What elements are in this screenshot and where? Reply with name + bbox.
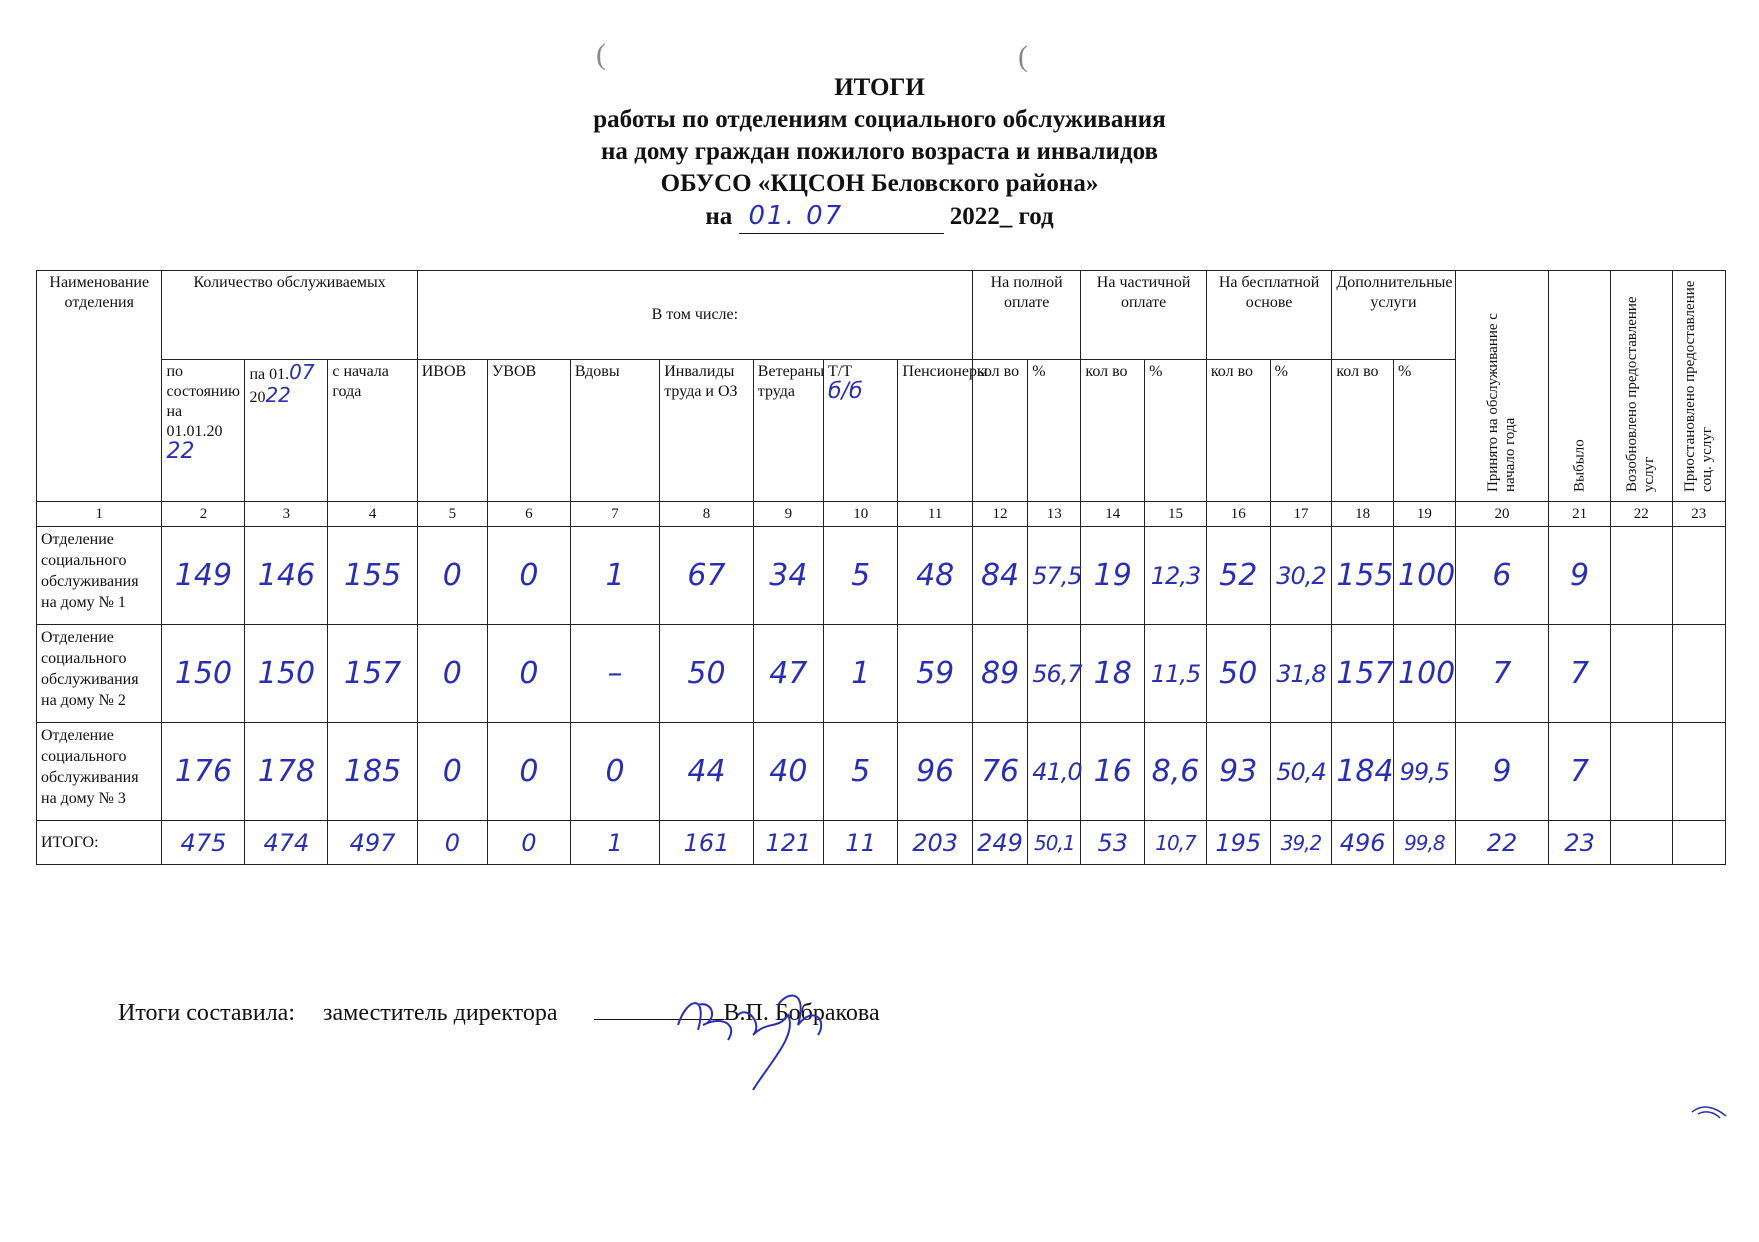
- cell-col-10: 5: [823, 723, 897, 821]
- cell-col-19: 100: [1394, 527, 1456, 625]
- department-name: Отделение социального обслуживания на дому № 3: [37, 723, 162, 821]
- handwritten-signature: [668, 985, 868, 1095]
- column-number-3: 3: [245, 502, 328, 527]
- cell-col-8: 44: [660, 723, 754, 821]
- cell-col-14: 18: [1081, 625, 1145, 723]
- cell-col-22: [1610, 723, 1672, 821]
- column-number-2: 2: [162, 502, 245, 527]
- cell-col-4: 497: [328, 821, 417, 865]
- cell-col-13: 50,1: [1028, 821, 1081, 865]
- header-count-group: Количество обслуживаемых: [162, 271, 417, 360]
- cell-col-18: 157: [1332, 625, 1394, 723]
- header-including: В том числе:: [417, 271, 972, 360]
- cell-col-20: 7: [1455, 625, 1549, 723]
- cell-col-5: 0: [417, 625, 487, 723]
- cell-col-8: 50: [660, 625, 754, 723]
- header-name: Наименование отделения: [37, 271, 162, 502]
- column-number-22: 22: [1610, 502, 1672, 527]
- cell-col-21: 7: [1549, 723, 1611, 821]
- header-pct-17: %: [1270, 359, 1332, 501]
- cell-col-11: 48: [898, 527, 972, 625]
- column-number-10: 10: [823, 502, 897, 527]
- footer-label: Итоги составила:: [118, 1000, 295, 1026]
- cell-col-7: 1: [570, 821, 659, 865]
- cell-col-22: [1610, 527, 1672, 625]
- cell-col-12: 84: [972, 527, 1027, 625]
- cell-col-6: 0: [487, 625, 570, 723]
- header-pct-15: %: [1145, 359, 1207, 501]
- header-accepted: Принято на обслуживание с начало года: [1455, 271, 1549, 502]
- header-kol-16: кол во: [1206, 359, 1270, 501]
- cell-col-8: 161: [660, 821, 754, 865]
- cell-col-7: 0: [570, 723, 659, 821]
- cell-col-5: 0: [417, 821, 487, 865]
- cell-col-5: 0: [417, 527, 487, 625]
- title-line-1: ИТОГИ: [834, 74, 925, 101]
- cell-col-16: 93: [1206, 723, 1270, 821]
- scan-mark-right: (: [1018, 40, 1028, 73]
- cell-col-19: 99,8: [1394, 821, 1456, 865]
- cell-col-20: 9: [1455, 723, 1549, 821]
- cell-col-9: 121: [753, 821, 823, 865]
- total-label: ИТОГО:: [37, 821, 162, 865]
- header-resumed: Возобновлено предоставление услуг: [1610, 271, 1672, 502]
- table-row: [37, 723, 1726, 821]
- header-tt-hw: б/б: [827, 378, 863, 404]
- document-title: [0, 72, 1759, 234]
- column-number-6: 6: [487, 502, 570, 527]
- cell-col-21: 9: [1549, 527, 1611, 625]
- cell-col-11: 96: [898, 723, 972, 821]
- department-name: Отделение социального обслуживания на дому № 2: [37, 625, 162, 723]
- cell-col-17: 50,4: [1270, 723, 1332, 821]
- column-number-4: 4: [328, 502, 417, 527]
- column-number-20: 20: [1455, 502, 1549, 527]
- column-number-11: 11: [898, 502, 972, 527]
- column-number-21: 21: [1549, 502, 1611, 527]
- header-left: Выбыло: [1549, 271, 1611, 502]
- column-number-17: 17: [1270, 502, 1332, 527]
- cell-col-2: 149: [162, 527, 245, 625]
- cell-col-19: 99,5: [1394, 723, 1456, 821]
- cell-col-10: 11: [823, 821, 897, 865]
- cell-col-5: 0: [417, 723, 487, 821]
- cell-col-23: [1672, 527, 1725, 625]
- cell-col-13: 41,0: [1028, 723, 1081, 821]
- cell-col-6: 0: [487, 821, 570, 865]
- column-number-18: 18: [1332, 502, 1394, 527]
- header-full-pay: На полной оплате: [972, 271, 1080, 360]
- header-partial-pay: На частичной оплате: [1081, 271, 1206, 360]
- cell-col-18: 155: [1332, 527, 1394, 625]
- cell-col-11: 203: [898, 821, 972, 865]
- cell-col-3: 178: [245, 723, 328, 821]
- column-number-15: 15: [1145, 502, 1207, 527]
- date-handwritten: 01. 07: [748, 201, 844, 231]
- cell-col-10: 1: [823, 625, 897, 723]
- cell-col-7: –: [570, 625, 659, 723]
- cell-col-21: 7: [1549, 625, 1611, 723]
- cell-col-21: 23: [1549, 821, 1611, 865]
- header-free: На бесплатной основе: [1206, 271, 1331, 360]
- date-blank: [739, 200, 944, 234]
- cell-col-22: [1610, 821, 1672, 865]
- cell-col-4: 185: [328, 723, 417, 821]
- cell-col-15: 10,7: [1145, 821, 1207, 865]
- cell-col-2: 475: [162, 821, 245, 865]
- header-count-date: па 01.07 2022: [245, 359, 328, 501]
- cell-col-23: [1672, 625, 1725, 723]
- table-body: [37, 527, 1726, 865]
- total-row: [37, 821, 1726, 865]
- cell-col-23: [1672, 821, 1725, 865]
- cell-col-12: 249: [972, 821, 1027, 865]
- header-uvov: УВОВ: [487, 359, 570, 501]
- title-line-2: работы по отделениям социального обслуживания: [593, 106, 1166, 133]
- header-row-1: [37, 271, 1726, 360]
- cell-col-14: 16: [1081, 723, 1145, 821]
- cell-col-12: 76: [972, 723, 1027, 821]
- column-number-7: 7: [570, 502, 659, 527]
- header-pensionery: Пенсионеры: [898, 359, 972, 501]
- cell-col-18: 496: [1332, 821, 1394, 865]
- cell-col-20: 22: [1455, 821, 1549, 865]
- table-row: [37, 625, 1726, 723]
- cell-col-16: 52: [1206, 527, 1270, 625]
- header-vdovy: Вдовы: [570, 359, 659, 501]
- column-number-row: [37, 502, 1726, 527]
- column-number-14: 14: [1081, 502, 1145, 527]
- column-number-19: 19: [1394, 502, 1456, 527]
- column-number-12: 12: [972, 502, 1027, 527]
- cell-col-9: 34: [753, 527, 823, 625]
- cell-col-17: 39,2: [1270, 821, 1332, 865]
- cell-col-6: 0: [487, 527, 570, 625]
- date-suffix: 2022_ год: [949, 203, 1054, 230]
- header-veterany: Ветераны труда: [753, 359, 823, 501]
- column-number-1: 1: [37, 502, 162, 527]
- column-number-16: 16: [1206, 502, 1270, 527]
- header-count-start: по состоянию на 01.01.20 22: [162, 359, 245, 501]
- header-kol-12: кол во: [972, 359, 1027, 501]
- column-number-5: 5: [417, 502, 487, 527]
- cell-col-3: 474: [245, 821, 328, 865]
- cell-col-22: [1610, 625, 1672, 723]
- cell-col-2: 150: [162, 625, 245, 723]
- cell-col-9: 47: [753, 625, 823, 723]
- cell-col-8: 67: [660, 527, 754, 625]
- footer-signer-name: В.П. Бобракова: [723, 1000, 880, 1026]
- cell-col-4: 157: [328, 625, 417, 723]
- cell-col-13: 56,7: [1028, 625, 1081, 723]
- cell-col-9: 40: [753, 723, 823, 821]
- cell-col-7: 1: [570, 527, 659, 625]
- cell-col-3: 146: [245, 527, 328, 625]
- cell-col-14: 19: [1081, 527, 1145, 625]
- cell-col-3: 150: [245, 625, 328, 723]
- cell-col-11: 59: [898, 625, 972, 723]
- cell-col-4: 155: [328, 527, 417, 625]
- cell-col-23: [1672, 723, 1725, 821]
- title-line-4: ОБУСО «КЦСОН Беловского района»: [660, 170, 1099, 197]
- cell-col-18: 184: [1332, 723, 1394, 821]
- header-pct-19: %: [1394, 359, 1456, 501]
- header-suspended: Приостановлено предоставление соц. услуг: [1672, 271, 1725, 502]
- header-ivov: ИВОВ: [417, 359, 487, 501]
- cell-col-15: 12,3: [1145, 527, 1207, 625]
- footer-role: заместитель директора: [323, 1000, 558, 1026]
- cell-col-13: 57,5: [1028, 527, 1081, 625]
- column-number-8: 8: [660, 502, 754, 527]
- header-count-year: с начала года: [328, 359, 417, 501]
- title-line-3: на дому граждан пожилого возраста и инвалидов: [601, 138, 1158, 165]
- header-count-start-hw: 22: [166, 438, 195, 464]
- header-kol-18: кол во: [1332, 359, 1394, 501]
- cell-col-2: 176: [162, 723, 245, 821]
- cell-col-16: 50: [1206, 625, 1270, 723]
- report-table: [36, 270, 1726, 865]
- cell-col-20: 6: [1455, 527, 1549, 625]
- header-pct-13: %: [1028, 359, 1081, 501]
- header-invalidy: Инвалиды труда и ОЗ: [660, 359, 754, 501]
- column-number-13: 13: [1028, 502, 1081, 527]
- cell-col-10: 5: [823, 527, 897, 625]
- header-kol-14: кол во: [1081, 359, 1145, 501]
- cell-col-17: 30,2: [1270, 527, 1332, 625]
- header-tt: Т/Т б/б: [823, 359, 897, 501]
- scan-mark-corner: [1690, 1102, 1730, 1122]
- department-name: Отделение социального обслуживания на дому № 1: [37, 527, 162, 625]
- date-prefix: на: [705, 203, 733, 230]
- cell-col-15: 8,6: [1145, 723, 1207, 821]
- cell-col-15: 11,5: [1145, 625, 1207, 723]
- cell-col-16: 195: [1206, 821, 1270, 865]
- column-number-9: 9: [753, 502, 823, 527]
- cell-col-14: 53: [1081, 821, 1145, 865]
- cell-col-6: 0: [487, 723, 570, 821]
- scan-mark-left: (: [596, 38, 606, 71]
- title-date-line: [705, 200, 1053, 234]
- header-extra: Дополнительные услуги: [1332, 271, 1455, 360]
- table-row: [37, 527, 1726, 625]
- cell-col-17: 31,8: [1270, 625, 1332, 723]
- cell-col-19: 100: [1394, 625, 1456, 723]
- cell-col-12: 89: [972, 625, 1027, 723]
- column-number-23: 23: [1672, 502, 1725, 527]
